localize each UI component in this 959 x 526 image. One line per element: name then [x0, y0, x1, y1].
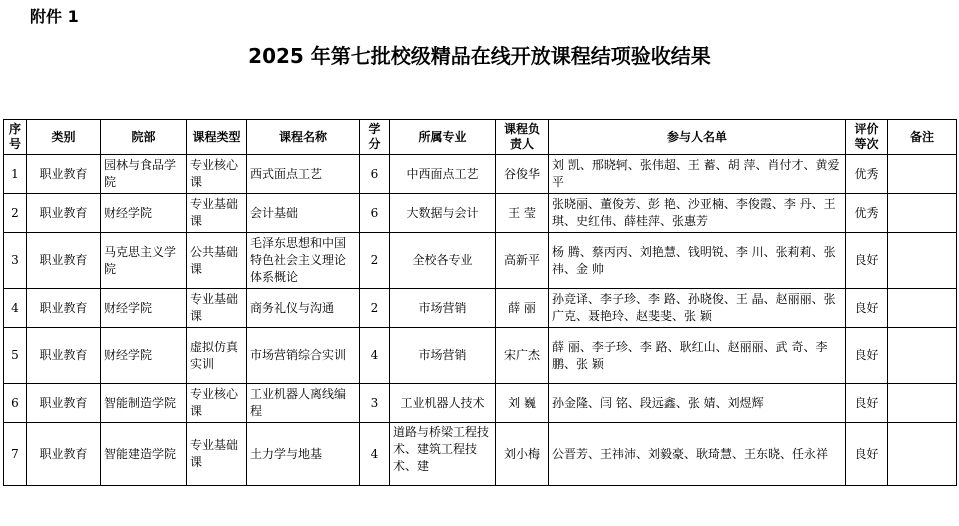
- cell-course-name: 土力学与地基: [247, 423, 360, 486]
- cell-remark: [888, 384, 957, 423]
- cell-credit: 2: [360, 289, 390, 328]
- cell-credit: 3: [360, 384, 390, 423]
- cell-category: 职业教育: [27, 194, 101, 233]
- cell-grade: 优秀: [846, 194, 888, 233]
- cell-category: 职业教育: [27, 384, 101, 423]
- cell-remark: [888, 194, 957, 233]
- cell-department: 智能建造学院: [101, 423, 187, 486]
- cell-members: 公晋芳、王祎沛、刘毅豪、耿琦慧、王东晓、任永祥: [549, 423, 846, 486]
- cell-no: 6: [4, 384, 27, 423]
- cell-category: 职业教育: [27, 328, 101, 384]
- cell-major: 工业机器人技术: [390, 384, 496, 423]
- cell-remark: [888, 423, 957, 486]
- table-header-row: [4, 120, 957, 155]
- cell-type: 专业核心课: [187, 384, 247, 423]
- cell-major: 大数据与会计: [390, 194, 496, 233]
- cell-grade: 良好: [846, 289, 888, 328]
- cell-no: 7: [4, 423, 27, 486]
- cell-category: 职业教育: [27, 155, 101, 194]
- header-credit: 学分: [360, 120, 390, 155]
- cell-leader: 刘小梅: [496, 423, 549, 486]
- cell-course-name: 商务礼仪与沟通: [247, 289, 360, 328]
- cell-major: 全校各专业: [390, 233, 496, 289]
- cell-department: 财经学院: [101, 289, 187, 328]
- results-table: [3, 119, 957, 486]
- cell-course-name: 西式面点工艺: [247, 155, 360, 194]
- cell-course-name: 市场营销综合实训: [247, 328, 360, 384]
- cell-leader: 刘 巍: [496, 384, 549, 423]
- cell-department: 智能制造学院: [101, 384, 187, 423]
- cell-members: 张晓丽、董俊芳、彭 艳、沙亚楠、李俊霞、李 丹、王 琪、史红伟、薛桂萍、张惠芳: [549, 194, 846, 233]
- cell-credit: 6: [360, 155, 390, 194]
- header-department: 院部: [101, 120, 187, 155]
- cell-major: 市场营销: [390, 289, 496, 328]
- header-no: 序号: [4, 120, 27, 155]
- cell-department: 园林与食品学院: [101, 155, 187, 194]
- cell-credit: 4: [360, 328, 390, 384]
- cell-type: 专业核心课: [187, 155, 247, 194]
- cell-major: 道路与桥梁工程技术、建筑工程技术、建: [390, 423, 496, 486]
- cell-credit: 4: [360, 423, 390, 486]
- cell-type: 专业基础课: [187, 289, 247, 328]
- cell-grade: 良好: [846, 233, 888, 289]
- cell-category: 职业教育: [27, 423, 101, 486]
- cell-leader: 薛 丽: [496, 289, 549, 328]
- cell-course-name: 毛泽东思想和中国特色社会主义理论体系概论: [247, 233, 360, 289]
- page-title: 2025 年第七批校级精品在线开放课程结项验收结果: [248, 44, 711, 68]
- header-course-name: 课程名称: [247, 120, 360, 155]
- cell-type: 专业基础课: [187, 194, 247, 233]
- attachment-label: 附件 1: [30, 7, 79, 26]
- table-row: [4, 328, 957, 384]
- cell-leader: 宋广杰: [496, 328, 549, 384]
- cell-grade: 优秀: [846, 155, 888, 194]
- cell-members: 薛 丽、李子珍、李 路、耿红山、赵丽丽、武 奇、李 鹏、张 颖: [549, 328, 846, 384]
- cell-leader: 王 莹: [496, 194, 549, 233]
- cell-no: 3: [4, 233, 27, 289]
- cell-members: 孙竞译、李子珍、李 路、孙晓俊、王 晶、赵丽丽、张广克、聂艳玲、赵斐斐、张 颖: [549, 289, 846, 328]
- cell-credit: 6: [360, 194, 390, 233]
- cell-remark: [888, 155, 957, 194]
- cell-no: 4: [4, 289, 27, 328]
- cell-remark: [888, 289, 957, 328]
- cell-remark: [888, 328, 957, 384]
- cell-grade: 良好: [846, 384, 888, 423]
- header-grade: 评价等次: [846, 120, 888, 155]
- table-row: [4, 384, 957, 423]
- table-row: [4, 194, 957, 233]
- cell-category: 职业教育: [27, 289, 101, 328]
- header-leader: 课程负责人: [496, 120, 549, 155]
- cell-no: 5: [4, 328, 27, 384]
- cell-course-name: 工业机器人离线编程: [247, 384, 360, 423]
- cell-type: 虚拟仿真实训: [187, 328, 247, 384]
- cell-major: 市场营销: [390, 328, 496, 384]
- cell-grade: 良好: [846, 328, 888, 384]
- cell-type: 公共基础课: [187, 233, 247, 289]
- header-remark: 备注: [888, 120, 957, 155]
- cell-members: 孙金隆、闫 铭、段远鑫、张 婧、刘煜辉: [549, 384, 846, 423]
- cell-department: 财经学院: [101, 194, 187, 233]
- cell-no: 1: [4, 155, 27, 194]
- header-type: 课程类型: [187, 120, 247, 155]
- cell-leader: 高新平: [496, 233, 549, 289]
- table-row: [4, 233, 957, 289]
- cell-grade: 良好: [846, 423, 888, 486]
- header-members: 参与人名单: [549, 120, 846, 155]
- cell-credit: 2: [360, 233, 390, 289]
- table-row: [4, 423, 957, 486]
- cell-members: 刘 凯、邢晓轲、张伟超、王 蓄、胡 萍、肖付才、黄爱平: [549, 155, 846, 194]
- cell-department: 马克思主义学院: [101, 233, 187, 289]
- cell-type: 专业基础课: [187, 423, 247, 486]
- cell-course-name: 会计基础: [247, 194, 360, 233]
- cell-department: 财经学院: [101, 328, 187, 384]
- header-category: 类别: [27, 120, 101, 155]
- cell-category: 职业教育: [27, 233, 101, 289]
- cell-members: 杨 腾、蔡丙丙、刘艳慧、钱明锐、李 川、张莉莉、张 祎、金 帅: [549, 233, 846, 289]
- table-row: [4, 155, 957, 194]
- table-row: [4, 289, 957, 328]
- cell-remark: [888, 233, 957, 289]
- cell-leader: 谷俊华: [496, 155, 549, 194]
- cell-no: 2: [4, 194, 27, 233]
- header-major: 所属专业: [390, 120, 496, 155]
- cell-major: 中西面点工艺: [390, 155, 496, 194]
